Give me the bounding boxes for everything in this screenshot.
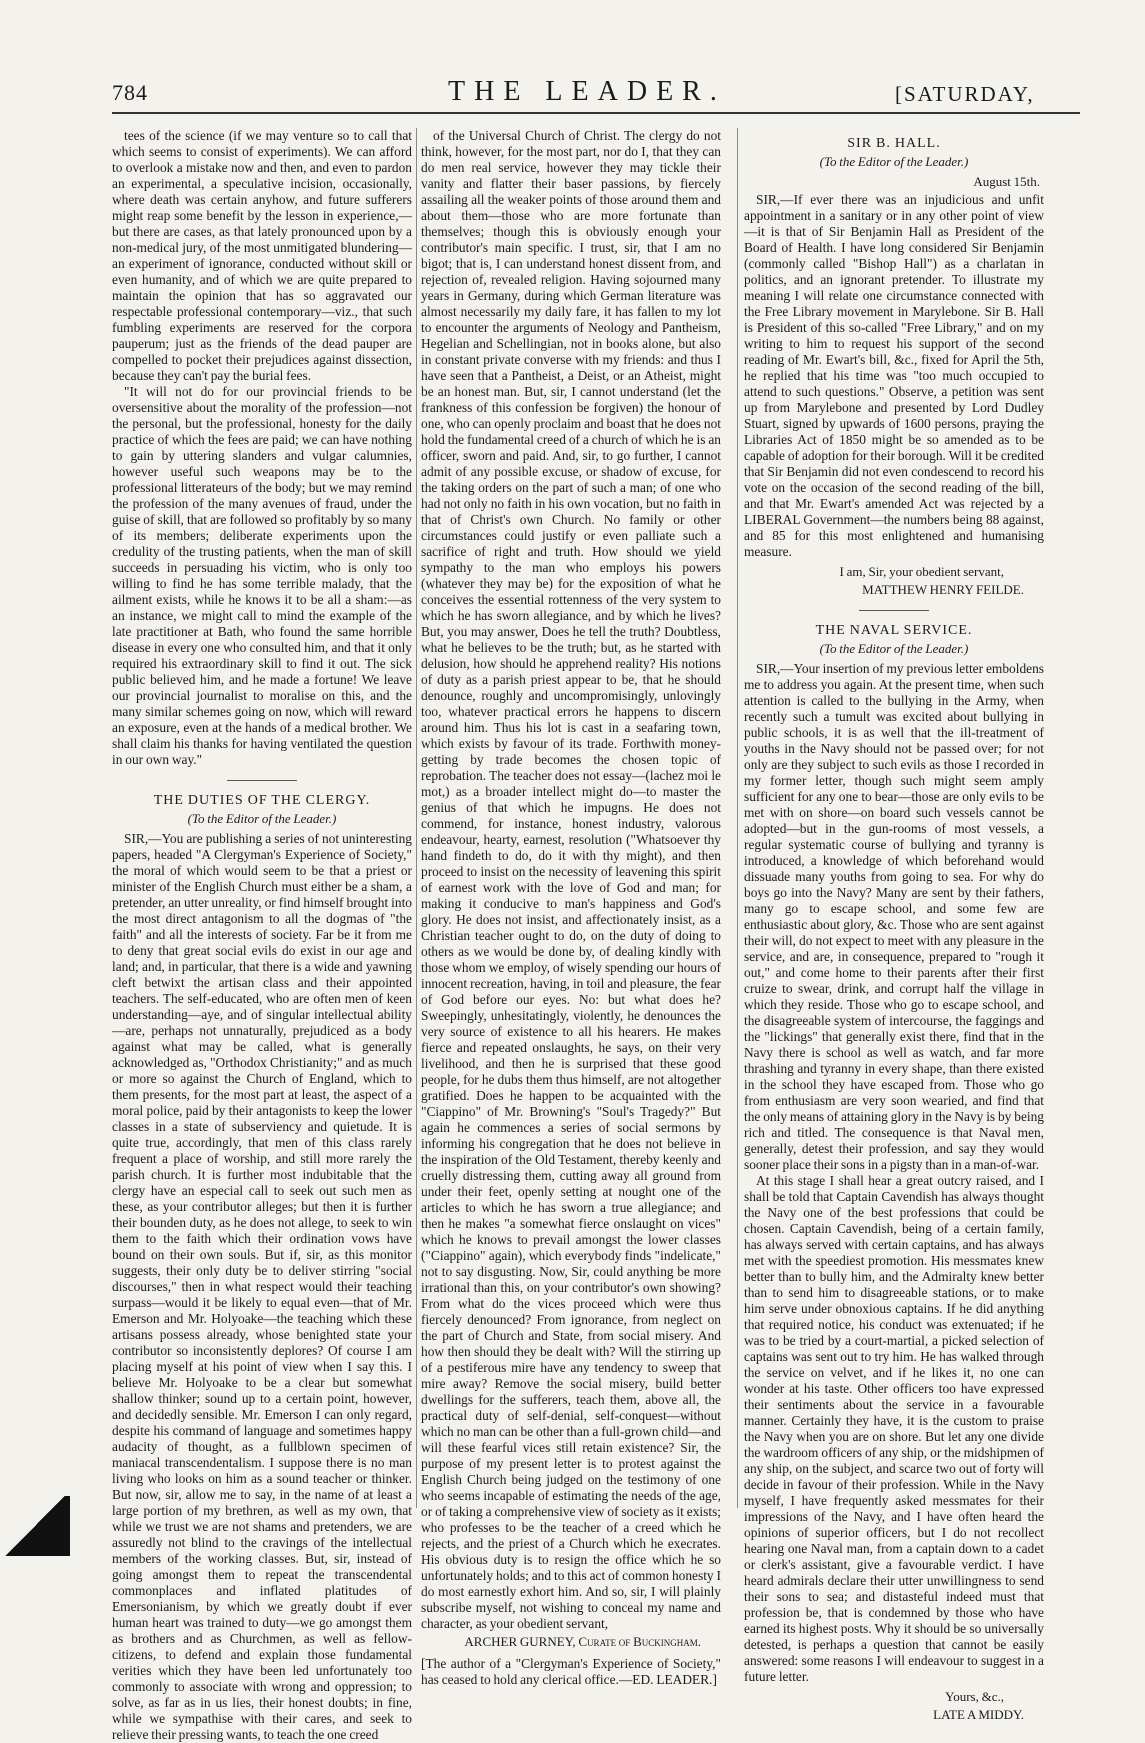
header-rule (112, 112, 1080, 114)
letter-paragraph: SIR,—Your insertion of my previous letter emboldens me to address you again. At the present time, when such attention is called to the bullying in the Army, when recently such a tumult was excited about bullying in public schools, it is as well that the ill-treatment of youths in the Navy should not be passed over; for not only are they subject to such evils as those I recorded in my former letter, though such might seem amply sufficient for any one to bear—those are only evils to be met with on shore—on board such vessels cannot be adopted—but in the gun-rooms of most vessels, a regular systematic course of bullying and tyranny is introduced, a knowledge of which beforehand would dissuade many youths from going to sea. For why do boys go into the Navy? Many are sent by their fathers, many go to escape school, and some few are enthusiastic about glory, &c. Those who are sent against their will, do not expect to meet with any pleasure in the service, and are, in consequence, prepared to "rough it out," and come home to their parents after their first cruize to swear, drink, and corrupt half the village in which they reside. Those who go to escape school, and the disagreeable system of intercourse, the faggings and the "lickings" that generally exist there, find that in the Navy there is school as well as watch, and far more thrashing and tyranny in every shape, than there existed in the school they have escaped from. Those who go from enthusiasm are very soon wearied, and find that the only means of attaining glory in the Navy is by being rich and titled. The consequence is that Naval men, generally, detest their profession, and say they would sooner place their sons in a pigsty than in a man-of-war. (744, 661, 1044, 1172)
section-subheading: (To the Editor of the Leader.) (819, 154, 969, 169)
letter-signature: MATTHEW HENRY FEILDE. (862, 582, 1024, 597)
section-heading: SIR B. HALL. (847, 136, 941, 151)
section-subheading: (To the Editor of the Leader.) (187, 811, 337, 826)
column-1 (112, 128, 412, 1742)
letter-closing: Yours, &c., (945, 1689, 1004, 1704)
section-heading: THE NAVAL SERVICE. (815, 623, 973, 638)
letter-paragraph: SIR,—If ever there was an injudicious and unfit appointment in a sanitary or in any other point of view—it is that of Sir Benjamin Hall as President of the Board of Health. I have long considered Sir Benjamin (commonly called "Bishop Hall") as a charlatan in politics, and an ignorant pretender. To illustrate my meaning I will relate one circumstance connected with the Free Library movement in Marylebone. Sir B. Hall is President of this so-called "Free Library," and on my writing to him to request his support of the second reading of Mr. Ewart's bill, &c., fixed for April the 5th, he replied that his time was "too much occupied to attend to such questions." Observe, a petition was sent up from Marylebone and presented by Lord Dudley Stuart, signed by upwards of 1600 persons, praying the Libraries Act of 1850 might be so amended as to be capable of adoption for their borough. Will it be credited that Sir Benjamin did not even condescend to record his vote on the occasion of the second reading of the bill, and that Mr. Ewart's amended Act was rejected by a LIBERAL Government—the numbers being 88 against, and 85 for this most enlightened and humanising measure. (744, 192, 1044, 559)
column-2 (421, 128, 721, 1687)
section-divider (227, 780, 297, 781)
letter-closing: I am, Sir, your obedient servant, (839, 564, 1004, 579)
letter-signature: LATE A MIDDY. (933, 1707, 1024, 1722)
editor-note: [The author of a "Clergyman's Experience of Society," has ceased to hold any clerical office.—ED. LEADER.] (421, 1656, 721, 1687)
page-number: 784 (112, 80, 148, 105)
letter-signature: ARCHER GURNEY, Curate of Buckingham. (464, 1634, 701, 1649)
letter-paragraph: SIR,—You are publishing a series of not uninteresting papers, headed "A Clergyman's Experience of Society," the moral of which would seem to be that a priest or minister of the English Church must either be a sham, a pretender, an utter unreality, or find himself brought into the most direct antagonism to all the dogmas of "the faith" and all the interests of society. Far be it from me to deny that great social evils do exist in our age and land; and, in particular, that there is a wide and yawning cleft betwixt the artisan class and their appointed teachers. The self-educated, who are often men of keen understanding—aye, and of singular intellectual ability—are, perhaps not unnaturally, prejudiced as a body against what may be called, what is generally acknowledged as, "Orthodox Christianity;" and as much or more so against the Church of England, which to them presents, for the most part at least, the aspect of a moral police, paid by their antagonists to keep the lower classes in a state of subserviency and quietude. It is quite true, accordingly, that men of this class rarely frequent a place of worship, and still more rarely the parish church. It is further most indubitable that the clergy have an especial call to seek out such men as these, as your contributor alleges; but then it is further their bounden duty, as he does not allege, to seek to win them to the faith which their ordination vows have bound on their own souls. But if, sir, as this monitor suggests, their only duty be to deliver stirring "social discourses," then in what respect would their teaching surpass—would it be likely to equal even—that of Mr. Emerson and Mr. Holyoake—the teaching which these artisans possess already, whose benighted state your contributor so inconsistently deplores? Of course I am placing myself at his point of view when I say this. I believe Mr. Holyoake to be a clear but somewhat shallow thinker; sound up to a certain point, however, and decidedly sensible. Mr. Emerson I can only regard, despite his command of language and sometimes happy audacity of thought, as a fullblown specimen of maniacal transcendentalism. I suppose there is no man living who looks on him as a sound teacher or thinker. But now, sir, allow me to say, in the name of at least a large portion of my brethren, as well as my own, that while we trust we are not shams and pretenders, we are assuredly not blind to the cravings of the intellectual members of the working classes. But, sir, instead of going amongst them to repeat the transcendental commonplaces and inflated platitudes of Emersonianism, by which we greatly doubt if ever human heart was trained to duty—we go amongst them as brothers and as Churchmen, as well as fellow-citizens, to defend and explain those fundamental verities which they have been led unfortunately too commonly to associate with wrong and oppression; to solve, as far as in us lies, their honest doubts; in fine, while we sympathise with their cares, and seek to relieve their pressing wants, to teach the one creed (112, 831, 412, 1742)
column-divider (737, 128, 738, 1508)
section-heading: THE DUTIES OF THE CLERGY. (153, 793, 371, 808)
article-paragraph: tees of the science (if we may venture so to call that which seems to consist of experiments). We can afford to overlook a mistake now and then, and even to pardon an experimental, a speculative incision, occasionally, where death was certain anyhow, and future sufferers might reap some benefit by the lesson in experience,—but there are cases, as that lately pronounced upon by a non-medical jury, of the most unmitigated blundering—an experiment of ignorance, conducted without skill or even humanity, and of which we are quite prepared to maintain the opinion that has so aggravated our respectable professional contemporary—viz., that such fumbling experiments are reserved for the corpora pauperum; just as the friends of the dead pauper are compelled to pocket their prejudices against dissection, because they can't pay the burial fees. (112, 128, 412, 383)
column-3 (744, 128, 1044, 1722)
section-divider (859, 610, 929, 611)
letter-date: August 15th. (973, 174, 1040, 189)
issue-day: [SATURDAY, (895, 82, 1035, 106)
section-subheading: (To the Editor of the Leader.) (819, 641, 969, 656)
article-paragraph: "It will not do for our provincial friends to be oversensitive about the morality of the profession—not the personal, but the professional, honesty for the daily practice of which the fees are paid; we can have nothing to gain by uttering slanders and vulgar calumnies, however useful such weapons may be to the professional litterateurs of the body; but we may remind the profession of the many avenues of fraud, under the guise of skill, that are followed so profitably by so many of its members; deliberate experiments upon the credulity of the trusting patients, when the man of skill succeeds in persuading his victim, who is only too willing to find he has some terrible malady, that the ailment exists, while he knows it to be all a sham:—as an instance, we might call to mind the example of the late practitioner at Bath, who found the same horrible disease in every one who consulted him, and that it only required his extraordinary skill to find it out. The sick public believed him, and he made a fortune! We leave our provincial journalist to moralise on this, and the many similar schemes going on now, which will reward an exposure, even at the hands of a medical brother. We shall claim his thanks for having ventilated the question in our own way." (112, 384, 412, 767)
scan-edge-artifact (0, 1496, 70, 1556)
column-divider (416, 128, 417, 1508)
masthead (0, 0, 1145, 107)
letter-paragraph: of the Universal Church of Christ. The clergy do not think, however, for the most part, nor do I, that they can do men real service, however they may tickle their vanity and flatter their baser passions, by fiercely assailing all the weaker points of those around them and about them—those who are more fortunate than themselves; though this is obviously enough your contributor's main specific. I trust, sir, that I am no bigot; that is, I can understand honest dissent from, and rejection of, revealed religion. Having sojourned many years in Germany, during which German literature was almost necessarily my daily fare, it has fallen to my lot to encounter the arguments of Neology and Pantheism, Hegelian and Schellingian, not in books alone, but also in constant private converse with my friends: and thus I have seen that a Pantheist, a Deist, or an Atheist, might be an honest man. But, sir, I cannot understand (let the frankness of this confession be forgiven) the honour of one, who can openly proclaim and boast that he does not hold the fundamental creed of a church of which he is an officer, sworn and paid. And, sir, to go further, I cannot admit of any possible excuse, or shadow of excuse, for the taking orders on the part of such a man; of one who had not only no faith in his own vocation, but no faith in that of Christ's own Church. No family or other circumstances could justify or even palliate such a sacrifice of right and truth. How should we yield sympathy to the man who employs his powers (whatever they may be) for the exposition of what he conceives the essential rottenness of the very system to which he has sworn allegiance, and by which he lives? But, you may answer, Does he tell the truth? Doubtless, what he believes to be the truth; but, as he started with delusion, how should he apprehend reality? His notions of duty as a parish priest appear to be, that he should denounce, roughly and uncompromisingly, unlovingly too, whatever practical errors he happens to discern around him. Thus his lot is cast in a seafaring town, which exists by favour of its trade. Forthwith money-getting by trade becomes the chosen topic of reprobation. The teacher does not essay—(lachez moi le mot,) as a broader intellect might do—to master the genius of that which he impugns. He does not commend, for instance, honest industry, valorous endeavour, hearty, earnest, resolution ("Whatsoever thy hand findeth to do, do it with thy might), and then proceed to insist on the necessity of leavening this spirit of earnest work with the love of God and man; for making it conducive to man's happiness and God's glory. He does not insist, and affectionately insist, as a Christian teacher ought to do, on the duty of doing to others as we would be done by, of dealing kindly with those whom we employ, of wisely spending our hours of innocent recreation, having, in toil and pleasure, the fear of God before our eyes. No: but what does he? Sweepingly, unhesitatingly, violently, he denounces the very source of existence to all his hearers. He makes fierce and repeated onslaughts, he says, on their very livelihood, and then he is surprised that these good people, for he dubs them thus himself, are not altogether gratified. Does he happen to be acquainted with the "Ciappino" of Mr. Browning's "Soul's Tragedy?" But again he commences a series of social sermons by informing his congregation that he does not believe in the inspiration of the Old Testament, thereby keenly and cruelly distressing them, cutting away all ground from under their feet, openly setting at nought one of the articles to which he has sworn a true allegiance; and then he makes "a somewhat fierce onslaught on vices" which he knows to prevail amongst the lower classes ("Ciappino" again), which everybody finds "indelicate," not to say disgusting. Now, Sir, could anything be more irrational than this, on your contributor's own showing? From what do the vices proceed which were thus fiercely denounced? From ignorance, from neglect on the part of Church and State, from social misery. And how then should they be dealt with? Will the stirring up of a pestiferous mire have any tendency to sweep that mire away? Remove the social misery, build better dwellings for the sufferers, teach them, above all, the practical duty of self-denial, self-conquest—without which no man can be other than a full-grown child—and will these fearful vices still retain existence? Sir, the purpose of my present letter is to protest against the English Church being judged on the testimony of one who seems incapable of estimating the needs of the age, or of taking a comprehensive view of society as it exists; who professes to be the teacher of a creed which he rejects, and the priest of a Church which he execrates. His obvious duty is to resign the office which he so unfortunately holds; and to this act of common honesty I do most earnestly exhort him. And so, sir, I will plainly subscribe myself, not wishing to conceal my name and character, as your obedient servant, (421, 128, 721, 1631)
newspaper-title: THE LEADER. (448, 76, 726, 107)
letter-paragraph: At this stage I shall hear a great outcry raised, and I shall be told that Captain Cavendish has always thought the Navy one of the best professions that could be chosen. Captain Cavendish, being of a certain family, has always served with certain captains, and has always met with the speediest promotion. His messmates knew better than to bully him, and the Admiralty knew better than to send him to disagreeable stations, or to make him serve under obnoxious captains. If he did anything that required notice, his conduct was extenuated; if he was to be tried by a court-martial, a picked selection of captains was sent out to try him. He has walked through the service on velvet, and if he likes it, no one can wonder at his taste. Other officers too have expressed their sentiments about the service in a favourable manner. Certainly they have, it is the custom to praise the Navy when you are on shore. But let any one divide the wardroom officers of any ship, or the midshipmen of any ship, on the subject, and scarce two out of forty will decide in favour of their profession. While in the Navy myself, I have frequently asked messmates for their impressions of the Navy, and I have often heard the opinions of superior officers, but I do not recollect hearing one Naval man, from a captain down to a cadet or clerk's assistant, give a favourable verdict. I have heard admirals declare their utter unwillingness to send their sons to sea; and distasteful indeed must that profession be, that is condemned by those who have earned its highest posts. Why it should be so universally detested, is perhaps a question that cannot be easily answered: some reasons I will endeavour to suggest in a future letter. (744, 1173, 1044, 1684)
